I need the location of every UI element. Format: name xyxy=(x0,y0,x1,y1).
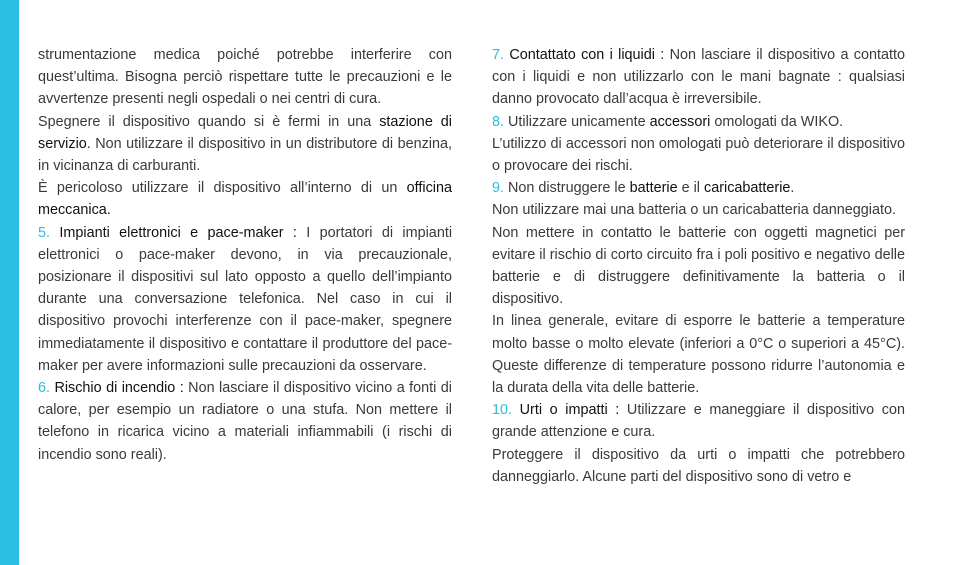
paragraph-medical-equipment: strumentazione medica poiché potrebbe interferire con quest’ultima. Bisogna perciò rispettare tutte le precauzioni e le avvertenze presenti negli ospedali o nei centri di cura. xyxy=(38,47,452,108)
paragraph-accessories-warning: L’utilizzo di accessori non omologati può deteriorare il dispositivo o provocare dei rischi. xyxy=(492,135,905,175)
section-number: 5. xyxy=(38,224,51,241)
text: Non distruggere le xyxy=(504,180,630,197)
section-9-batteries xyxy=(492,177,905,199)
highlight-workshop: officina meccanica. xyxy=(38,180,452,219)
highlight-accessories: accessori xyxy=(649,113,711,130)
text: Utilizzare unicamente xyxy=(504,113,650,130)
section-text: Non lasciare il dispositivo vicino a fonti di calore, per esempio un radiatore o una stufa. Non mettere il telefono in ricarica vicino a materiali infiammabili (i rischi di incendio sono reali). xyxy=(38,380,452,463)
text: Spegnere il dispositivo quando si è fermi in una xyxy=(38,113,380,130)
paragraph-service-station xyxy=(38,111,452,178)
section-title: Urti o impatti : xyxy=(519,402,620,419)
paragraph-mechanic-workshop xyxy=(38,177,452,221)
section-number: 10. xyxy=(492,402,513,419)
text: È pericoloso utilizzare il dispositivo all’interno di un xyxy=(38,180,407,197)
paragraph-protect-device: Proteggere il dispositivo da urti o impatti che potrebbero danneggiarlo. Alcune parti del dispositivo sono di vetro e xyxy=(492,446,905,485)
section-text: Utilizzare e maneggiare il dispositivo con grande attenzione e cura. xyxy=(492,402,906,441)
section-number: 8. xyxy=(492,113,505,130)
paragraph-damaged-battery: Non utilizzare mai una batteria o un caricabatteria danneggiato. xyxy=(492,202,896,219)
section-number: 9. xyxy=(492,180,505,197)
left-column xyxy=(38,44,452,466)
section-text: I portatori di impianti elettronici o pace-maker devono, in via precauzionale, posizionare il dispositivi sul lato opposto a quello dell’impianto durante una conversazione telefonica. Nel caso in cui il dispositivo provochi interferenze con il pace-maker, spegnere immediatamente il dispositivo e contattare il produttore del pace-maker per avere informazioni sulle precauzioni da osservare. xyxy=(38,224,453,374)
right-column xyxy=(492,44,905,488)
section-7-liquids xyxy=(492,44,905,111)
paragraph-temperature: In linea generale, evitare di esporre le batterie a temperature molto basse o molto elevate (inferiori a 0°C o superiori a 45°C). Queste differenze di temperature possono ridurre l’autonomia e la durata della vita delle batterie. xyxy=(492,313,905,397)
section-number: 7. xyxy=(492,47,505,63)
paragraph-magnetic-objects: Non mettere in contatto le batterie con oggetti magnetici per evitare il rischio di corto circuito fra i poli positivo e negativo delle batterie e di distruggere definitivamente la batteria o il dispositivo. xyxy=(492,224,905,308)
highlight-batteries: batterie xyxy=(629,180,678,197)
highlight-service-station: stazione di servizio xyxy=(38,113,452,152)
section-10-impacts xyxy=(492,399,905,443)
section-title: Contattato con i liquidi : xyxy=(509,47,665,63)
section-8-accessories xyxy=(492,111,905,133)
section-title: Impianti elettronici e pace-maker : xyxy=(59,224,297,241)
section-6-fire-risk xyxy=(38,377,452,466)
text: . Non utilizzare il dispositivo in un distributore di benzina, in vicinanza di carburanti. xyxy=(38,135,452,175)
section-title: Rischio di incendio : xyxy=(54,380,184,397)
section-text: Non lasciare il dispositivo a contatto con i liquidi e non utilizzarlo con le mani bagnate : qualsiasi danno provocato dall’acqua è irreversibile. xyxy=(492,47,905,108)
section-5-pacemaker xyxy=(38,222,452,377)
section-number: 6. xyxy=(38,380,51,397)
accent-side-bar xyxy=(0,0,19,565)
highlight-charger: caricabatterie xyxy=(704,180,791,197)
text: e il xyxy=(677,180,705,197)
text: . xyxy=(790,180,795,197)
text: omologati da WIKO. xyxy=(710,113,844,130)
